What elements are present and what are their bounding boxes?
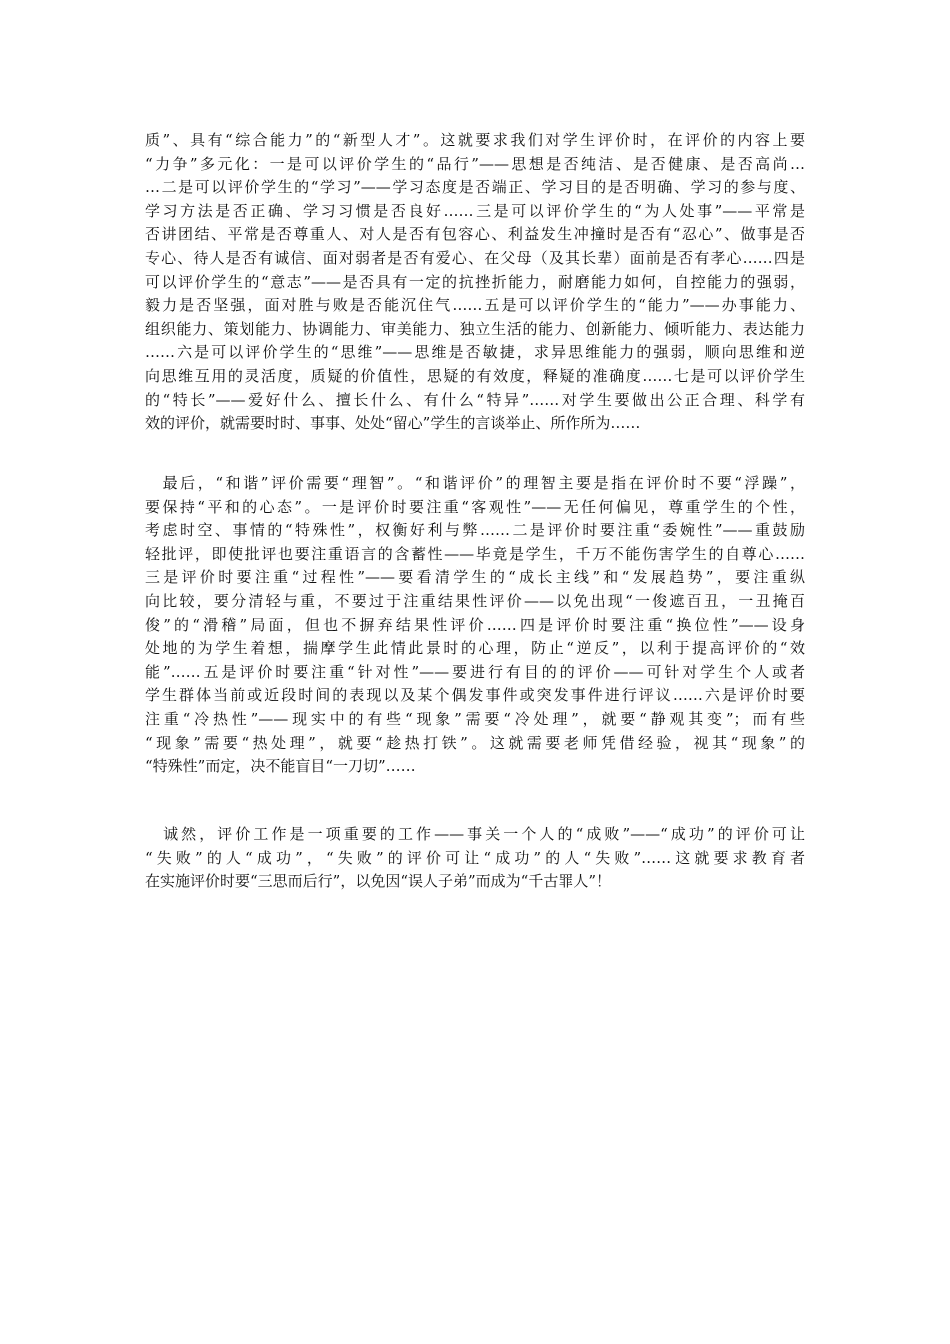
text-line: 可以评价学生的“意志”——是否具有一定的抗挫折能力，耐磨能力如何，自控能力的强弱， — [145, 272, 805, 291]
paragraph-evaluation-content — [145, 129, 805, 436]
text-line: 要保持“平和的心态”。一是评价时要注重“客观性”——无任何偏见，尊重学生的个性， — [145, 497, 805, 516]
text-line: 的“特长”——爱好什么、擅长什么、有什么“特异”……对学生要做出公正合理、科学有 — [145, 390, 805, 409]
text-line: “力争”多元化：一是可以评价学生的“品行”——思想是否纯洁、是否健康、是否高尚… — [145, 154, 805, 173]
paragraph-conclusion — [145, 823, 805, 894]
text-line: 三是评价时要注重“过程性”——要看清学生的“成长主线”和“发展趋势”，要注重纵 — [145, 568, 805, 587]
text-line: 注重“冷热性”——现实中的有些“现象”需要“冷处理”，就要“静观其变”；而有些 — [145, 709, 805, 728]
text-line: 俊”的“滑稽”局面，但也不摒弃结果性评价……四是评价时要注重“换位性”——设身 — [145, 615, 805, 634]
text-line: 处地的为学生着想，揣摩学生此情此景时的心理，防止“逆反”，以利于提高评价的“效 — [145, 639, 805, 658]
paragraph-rational-evaluation — [145, 472, 805, 779]
text-line: 效的评价，就需要时时、事事、处处“留心”学生的言谈举止、所作所为…… — [145, 414, 641, 433]
text-line: 向比较，要分清轻与重，不要过于注重结果性评价——以免出现“一俊遮百丑，一丑掩百 — [145, 591, 805, 610]
text-line: “特殊性”而定，决不能盲目“一刀切”…… — [145, 757, 416, 776]
text-line: 能”……五是评价时要注重“针对性”——要进行有目的的评价——可针对学生个人或者 — [145, 662, 805, 681]
text-line: 学生群体当前或近段时间的表现以及某个偶发事件或突发事件进行评议……六是评价时要 — [145, 686, 805, 705]
text-line: 毅力是否坚强，面对胜与败是否能沉住气……五是可以评价学生的“能力”——办事能力、 — [145, 296, 805, 315]
text-line: 否讲团结、平常是否尊重人、对人是否有包容心、利益发生冲撞时是否有“忍心”、做事是否 — [145, 225, 805, 244]
text-line: 学习方法是否正确、学习习惯是否良好……三是可以评价学生的“为人处事”——平常是 — [145, 201, 805, 220]
text-line: 专心、待人是否有诚信、面对弱者是否有爱心、在父母（及其长辈）面前是否有孝心……四是 — [145, 248, 805, 267]
text-line: 组织能力、策划能力、协调能力、审美能力、独立生活的能力、创新能力、倾听能力、表达能力 — [145, 319, 805, 338]
text-line: 质”、具有“综合能力”的“新型人才”。这就要求我们对学生评价时，在评价的内容上要 — [145, 131, 805, 149]
text-line: 向思维互用的灵活度，质疑的价值性，思疑的有效度，释疑的准确度……七是可以评价学生 — [145, 366, 805, 385]
text-line: 考虑时空、事情的“特殊性”，权衡好利与弊……二是评价时要注重“委婉性”——重鼓励 — [145, 521, 805, 540]
text-line: …二是可以评价学生的“学习”——学习态度是否端正、学习目的是否明确、学习的参与度、 — [145, 178, 805, 197]
text-line: ……六是可以评价学生的“思维”——思维是否敏捷，求异思维能力的强弱，顺向思维和逆 — [145, 343, 805, 362]
text-line: 最后，“和谐”评价需要“理智”。“和谐评价”的理智主要是指在评价时不要“浮躁”， — [145, 474, 805, 492]
text-line: “失败”的人“成功”，“失败”的评价可让“成功”的人“失败”……这就要求教育者 — [145, 848, 805, 867]
text-line: “现象”需要“热处理”，就要“趁热打铁”。这就需要老师凭借经验，视其“现象”的 — [145, 733, 805, 752]
text-line: 在实施评价时要“三思而后行”，以免因“误人子弟”而成为“千古罪人”！ — [145, 872, 612, 891]
text-line: 诚然，评价工作是一项重要的工作——事关一个人的“成败”——“成功”的评价可让 — [145, 825, 805, 843]
text-line: 轻批评，即使批评也要注重语言的含蓄性——毕竟是学生，千万不能伤害学生的自尊心…… — [145, 544, 805, 563]
